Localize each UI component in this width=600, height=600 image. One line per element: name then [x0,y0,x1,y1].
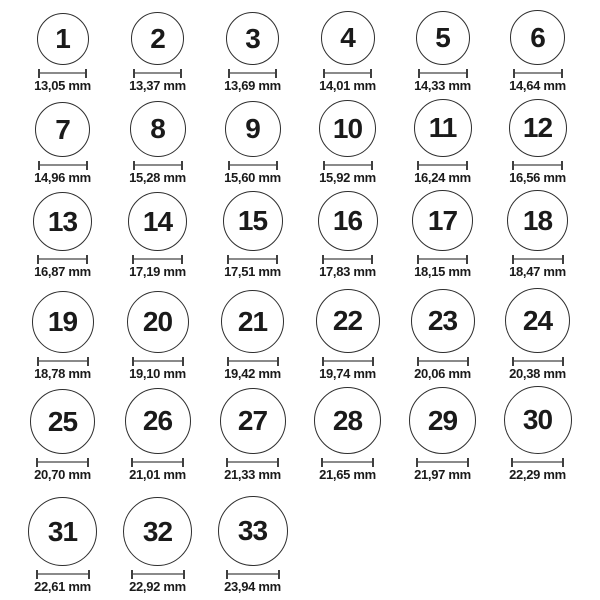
ring-circle [131,12,184,65]
ring-size-number: 17 [427,204,458,236]
ring-size-cell [300,282,395,384]
ring-size-number: 14 [142,205,173,237]
ring-size-number: 16 [332,205,363,237]
diameter-label: 21,33 mm [224,467,281,483]
ring-size-number: 33 [237,515,268,547]
diameter-label: 14,96 mm [34,170,91,186]
ring-size-number: 29 [427,404,458,436]
diameter-label: 13,69 mm [224,78,281,94]
ring-size-cell [15,96,110,188]
diameter-label: 20,38 mm [509,366,566,382]
diameter-label: 18,78 mm [34,366,91,382]
ring-circle [509,99,567,157]
ring-circle [318,191,378,251]
ring-circle [223,191,283,251]
diameter-measure-line [226,458,279,467]
diameter-measure-line [322,255,373,264]
ring-size-cell [300,384,395,485]
ring-circle [504,386,572,454]
diameter-label: 16,24 mm [414,170,471,186]
diameter-label: 20,06 mm [414,366,471,382]
diameter-measure-line [321,458,374,467]
ring-size-number: 32 [142,515,173,547]
diameter-label: 22,92 mm [129,579,186,595]
diameter-measure-line [417,357,469,366]
ring-circle [507,190,568,251]
ring-size-cell [395,4,490,96]
ring-circle [505,288,570,353]
diameter-label: 15,60 mm [224,170,281,186]
ring-size-cell [205,96,300,188]
ring-size-number: 12 [522,112,553,144]
diameter-measure-line [513,69,563,78]
ring-size-cell [490,282,585,384]
ring-size-cell [110,4,205,96]
diameter-label: 21,97 mm [414,467,471,483]
ring-size-number: 4 [340,22,355,54]
diameter-measure-line [132,255,183,264]
diameter-measure-line [37,255,88,264]
ring-size-number: 26 [142,405,173,437]
ring-size-cell [110,485,205,597]
ring-size-number: 31 [47,515,78,547]
ring-circle [125,388,191,454]
ring-size-number: 15 [237,205,268,237]
diameter-label: 14,01 mm [319,78,376,94]
ring-circle [130,101,186,157]
ring-size-cell [395,384,490,485]
ring-circle [123,497,192,566]
diameter-label: 15,28 mm [129,170,186,186]
ring-size-cell [110,188,205,282]
diameter-label: 21,01 mm [129,467,186,483]
ring-size-number: 25 [47,405,78,437]
diameter-measure-line [228,161,278,170]
diameter-label: 21,65 mm [319,467,376,483]
diameter-measure-line [323,161,373,170]
diameter-measure-line [36,570,90,579]
ring-circle [37,13,89,65]
diameter-label: 16,56 mm [509,170,566,186]
ring-size-cell [395,188,490,282]
diameter-label: 23,94 mm [224,579,281,595]
diameter-measure-line [227,255,278,264]
diameter-label: 20,70 mm [34,467,91,483]
diameter-measure-line [132,357,184,366]
ring-size-number: 1 [55,23,70,55]
diameter-measure-line [512,357,564,366]
diameter-label: 18,47 mm [509,264,566,280]
ring-size-cell [490,96,585,188]
diameter-measure-line [418,69,468,78]
diameter-measure-line [416,458,469,467]
diameter-label: 17,83 mm [319,264,376,280]
diameter-measure-line [417,255,468,264]
diameter-label: 22,61 mm [34,579,91,595]
ring-size-cell [300,188,395,282]
diameter-measure-line [228,69,277,78]
ring-circle [35,102,90,157]
ring-size-cell [300,96,395,188]
ring-size-cell [205,282,300,384]
ring-size-number: 30 [522,404,553,436]
ring-circle [128,192,187,251]
ring-size-cell [205,384,300,485]
diameter-measure-line [322,357,374,366]
diameter-measure-line [226,570,280,579]
ring-circle [321,11,375,65]
diameter-measure-line [38,161,88,170]
ring-size-number: 23 [427,305,458,337]
ring-size-cell [110,384,205,485]
ring-size-number: 18 [522,204,553,236]
ring-circle [221,290,284,353]
ring-circle [411,289,475,353]
diameter-label: 13,37 mm [129,78,186,94]
ring-size-cell [15,282,110,384]
ring-size-number: 27 [237,405,268,437]
ring-circle [409,387,476,454]
ring-size-number: 21 [237,305,268,337]
ring-size-cell [205,188,300,282]
ring-size-number: 8 [150,113,165,145]
diameter-measure-line [133,69,182,78]
diameter-label: 19,74 mm [319,366,376,382]
ring-size-cell [300,4,395,96]
diameter-measure-line [133,161,183,170]
ring-circle [30,389,95,454]
diameter-measure-line [512,255,564,264]
ring-circle [510,10,565,65]
diameter-measure-line [131,570,185,579]
diameter-measure-line [512,161,563,170]
ring-size-cell [110,96,205,188]
ring-circle [314,387,381,454]
ring-size-cell [15,188,110,282]
diameter-measure-line [131,458,184,467]
ring-circle [319,100,376,157]
ring-circle [416,11,470,65]
diameter-label: 18,15 mm [414,264,471,280]
ring-size-number: 3 [245,22,260,54]
diameter-label: 19,10 mm [129,366,186,382]
diameter-measure-line [323,69,372,78]
diameter-label: 19,42 mm [224,366,281,382]
diameter-measure-line [511,458,564,467]
ring-size-number: 6 [530,21,545,53]
ring-size-number: 2 [150,22,165,54]
ring-size-number: 20 [142,306,173,338]
ring-circle [32,291,94,353]
ring-size-number: 13 [47,205,78,237]
ring-size-cell [15,485,110,597]
ring-size-cell [110,282,205,384]
diameter-label: 22,29 mm [509,467,566,483]
ring-circle [226,12,279,65]
diameter-label: 13,05 mm [34,78,91,94]
ring-size-cell [490,4,585,96]
ring-size-cell [395,282,490,384]
ring-size-cell [490,188,585,282]
diameter-measure-line [37,357,89,366]
ring-size-number: 28 [332,404,363,436]
ring-size-number: 22 [332,305,363,337]
ring-size-cell [15,384,110,485]
ring-size-cell [205,485,300,597]
ring-size-number: 7 [55,113,70,145]
ring-circle [33,192,92,251]
diameter-label: 17,19 mm [129,264,186,280]
ring-size-cell [205,4,300,96]
ring-circle [220,388,286,454]
ring-size-cell [395,96,490,188]
ring-circle [28,497,97,566]
diameter-measure-line [227,357,279,366]
ring-size-cell [490,384,585,485]
ring-circle [225,101,281,157]
ring-size-number: 24 [522,304,553,336]
diameter-measure-line [38,69,87,78]
ring-size-number: 11 [428,112,457,144]
ring-size-number: 10 [332,112,363,144]
ring-circle [218,496,288,566]
ring-size-number: 9 [245,113,260,145]
ring-size-cell [15,4,110,96]
ring-circle [127,291,189,353]
ring-circle [316,289,380,353]
diameter-label: 14,64 mm [509,78,566,94]
ring-size-number: 5 [435,22,450,54]
diameter-label: 14,33 mm [414,78,471,94]
diameter-label: 17,51 mm [224,264,281,280]
ring-size-number: 19 [47,306,78,338]
diameter-label: 16,87 mm [34,264,91,280]
diameter-label: 15,92 mm [319,170,376,186]
ring-circle [412,190,473,251]
diameter-measure-line [36,458,89,467]
ring-circle [414,99,472,157]
ring-size-chart [15,0,585,597]
diameter-measure-line [417,161,468,170]
